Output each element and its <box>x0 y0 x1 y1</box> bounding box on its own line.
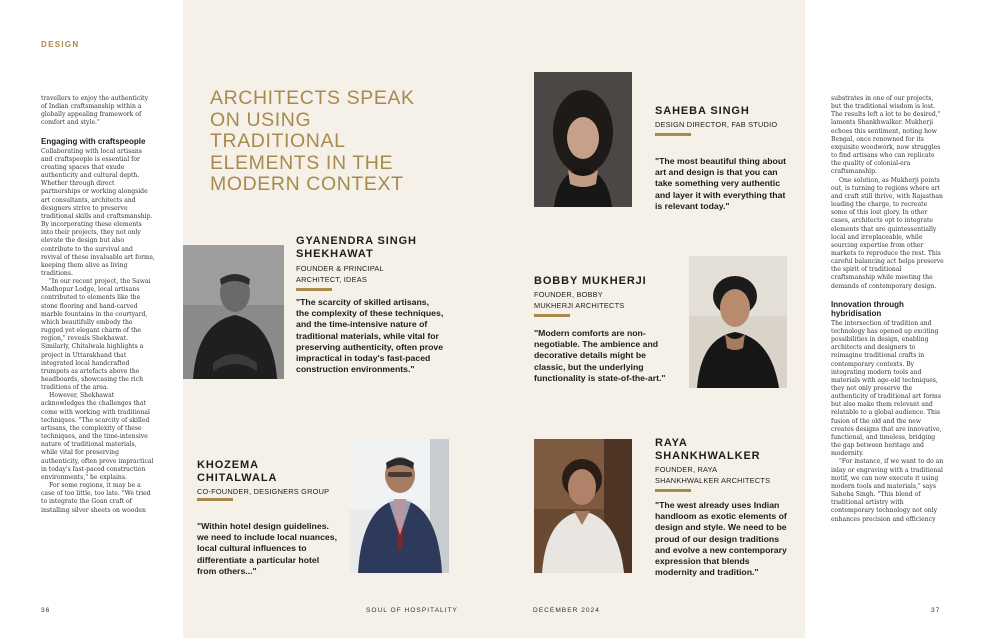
raya-name-line2: SHANKHWALKER <box>655 450 761 462</box>
saheba-role: DESIGN DIRECTOR, FAB STUDIO <box>655 120 778 129</box>
feature-headline: ARCHITECTS SPEAK ON USING TRADITIONAL ELEMENTS IN THE MODERN CONTEXT <box>210 87 415 195</box>
saheba-singh-portrait <box>534 72 632 207</box>
left-subheading: Engaging with craftspeople <box>41 136 146 146</box>
left-paragraph: "In our recent project, the Sawai Madhopur Lodge, local artisans contributed to elements like the stone flooring and hand-carved marble fountains in the courtyard, which beautifully embody the rugged yet elegant charm of the region," reveals Shekhawat. Similarly, Chitalwala highlights a project in Uttarakhand that integrated local handcrafted trumpets as artefacts above the headboards, showcasing the rich traditions of the area. <box>41 278 151 392</box>
khozema-chitalwala-portrait <box>350 439 449 573</box>
right-paragraph: The intersection of tradition and technology has opened up exciting possibilities in design, enabling architects and designers to reimagine traditional crafts in contemporary contexts. By integrating modern tools and materials with age-old techniques, they not only preserve the authenticity of traditional art forms but also make them relevant and relatable to a global audience. This fusion of the old and the new creates designs that are innovative, functional, and timeless, bridging the gap between heritage and modernity. <box>831 319 942 458</box>
raya-quote: "The west already uses Indian handloom as exotic elements of design and style. We need to be proud of our design traditions and evolve a new contemporary expression that blends modernity and tradition." <box>655 500 787 578</box>
page-number-right: 37 <box>931 607 941 614</box>
gyanendra-name-line1: GYANENDRA SINGH <box>296 235 417 247</box>
page-number-left: 36 <box>41 607 51 614</box>
left-article-column <box>41 95 155 515</box>
raya-role-line2: SHANKHWALKER ARCHITECTS <box>655 476 771 485</box>
khozema-divider <box>197 498 233 501</box>
khozema-name-line1: KHOZEMA <box>197 459 259 471</box>
khozema-quote: "Within hotel design guidelines. we need to include local nuances, local cultural influences to differentiate a particular hotel from others..." <box>197 521 338 576</box>
bobby-mukherji-portrait <box>689 256 787 388</box>
bobby-quote: "Modern comforts are non-negotiable. The ambience and decorative details might be classic, but the underlying functionality is state-of-the-art." <box>534 328 666 383</box>
khozema-role: CO-FOUNDER, DESIGNERS GROUP <box>197 487 330 496</box>
gyanendra-role-line1: FOUNDER & PRINCIPAL <box>296 264 384 273</box>
khozema-name-line2: CHITALWALA <box>197 472 278 484</box>
right-paragraph: "For instance, if we want to do an inlay or engraving with a traditional motif, we can now execute it using modern tools and materials," says Saheba Singh. "This blend of traditional artistry with contemporary technology not only enhances precision and efficiency <box>831 458 944 523</box>
raya-shankhwalker-portrait <box>534 439 632 573</box>
issue-date: DECEMBER 2024 <box>533 607 600 614</box>
left-paragraph: Collaborating with local artisans and craftspeople is essential for creating spaces that exude authenticity and cultural depth. Whether through direct partnerships or working alongside art consultants, architects and designers strive to preserve traditional skills and craftsmanship. By incorporating these elements into their projects, they not only elevate the design but also contribute to the survival and revival of these invaluable art forms, keeping them alive as living traditions. <box>41 147 155 277</box>
right-paragraph: substrates in one of our projects, but the traditional wisdom is lost. The results left a lot to be desired," laments Shankhwalker. Mukherji echoes this sentiment, noting how Bengal, once renowned for its exquisite woodwork, now struggles to find artisans who can replicate the quality of colonial-era craftsmanship. <box>831 95 941 176</box>
right-paragraph: One solution, as Mukherji points out, is turning to regions where art and craft still thrive, with Rajasthan leading the charge, to recreate some of this lost glory. In other cases, architects opt to integrate elements that are quintessentially local and irreplaceable, while sourcing expertise from other markets to reproduce the rest. This careful balancing act helps preserve the spirit of traditional craftsmanship while meeting the demands of contemporary design. <box>831 176 944 290</box>
right-subheading: Innovation through hybridisation <box>831 299 904 318</box>
section-tag: DESIGN <box>41 40 80 49</box>
saheba-divider <box>655 133 691 136</box>
bobby-role-line1: FOUNDER, BOBBY <box>534 290 603 299</box>
raya-divider <box>655 489 691 492</box>
raya-name-line1: RAYA <box>655 437 688 449</box>
gyanendra-divider <box>296 288 332 291</box>
saheba-name: SAHEBA SINGH <box>655 105 750 117</box>
gyanendra-quote: "The scarcity of skilled artisans, the complexity of these techniques, and the time-intensive nature of traditional materials, while vital for preserving authenticity, often prove impractical in today's fast-paced construction environments." <box>296 297 444 375</box>
left-paragraph: However, Shekhawat acknowledges the challenges that come with working with traditional techniques. "The scarcity of skilled artisans, the complexity of these techniques, and the time-intensive nature of traditional materials, while vital for preserving authenticity, often prove impractical in today's fast-paced construction environments," he explains. <box>41 392 154 481</box>
left-paragraph: For some regions, it may be a case of too little, too late. "We tried to integrate the Goan craft of installing silver sheets on wooden <box>41 482 151 514</box>
publication-name: SOUL OF HOSPITALITY <box>366 607 458 614</box>
raya-role-line1: FOUNDER, RAYA <box>655 465 718 474</box>
bobby-role-line2: MUKHERJI ARCHITECTS <box>534 301 625 310</box>
left-paragraph: travellers to enjoy the authenticity of Indian craftsmanship within a globally appealing framework of comfort and style." <box>41 95 149 127</box>
gyanendra-shekhawat-portrait <box>183 245 284 379</box>
right-article-column <box>831 95 944 524</box>
bobby-divider <box>534 314 570 317</box>
gyanendra-name-line2: SHEKHAWAT <box>296 248 374 260</box>
saheba-quote: "The most beautiful thing about art and design is that you can take something very authentic and layer it with everything that is relevant today." <box>655 156 787 211</box>
bobby-name: BOBBY MUKHERJI <box>534 275 647 287</box>
gyanendra-role-line2: ARCHITECT, IDEAS <box>296 275 367 284</box>
